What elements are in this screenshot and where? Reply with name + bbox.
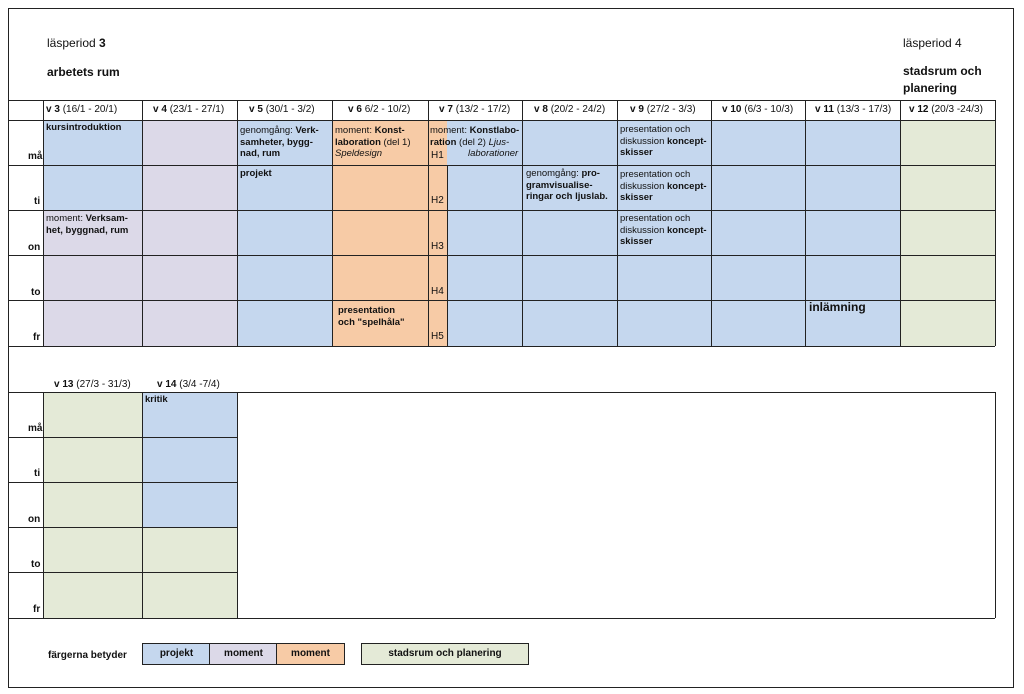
entry-kritik: kritik bbox=[145, 394, 168, 405]
grid-line bbox=[9, 165, 995, 166]
period-left-label: läsperiod 3 bbox=[47, 36, 106, 50]
cell-v3-to bbox=[44, 256, 142, 300]
entry-projekt: projekt bbox=[240, 168, 272, 179]
grid-line bbox=[805, 100, 806, 346]
week-header-v13: v 13 (27/3 - 31/3) bbox=[54, 379, 131, 390]
entry-presentation-ti: presentation och diskussion koncept- skisser bbox=[620, 169, 707, 203]
day-label: to bbox=[31, 559, 41, 570]
entry-presentation-ma: presentation och diskussion koncept- skisser bbox=[620, 124, 707, 158]
week-header-v7: v 7 (13/2 - 17/2) bbox=[439, 104, 511, 115]
entry-genomgang-programvisualiseringar: genomgång: pro- gramvisualise- ringar och ljuslab. bbox=[526, 168, 608, 202]
week-header-v3: v 3 (16/1 - 20/1) bbox=[46, 104, 118, 115]
grid-line bbox=[995, 100, 996, 346]
grid-line bbox=[9, 618, 995, 619]
grid-line bbox=[43, 392, 44, 618]
grid-line bbox=[9, 392, 995, 393]
entry-kursintroduktion: kursintroduktion bbox=[46, 122, 122, 133]
grid-line bbox=[9, 346, 995, 347]
grid-line bbox=[9, 100, 995, 101]
week-header-v11: v 11 (13/3 - 17/3) bbox=[815, 104, 892, 115]
week-header-v5: v 5 (30/1 - 3/2) bbox=[249, 104, 315, 115]
day-label: on bbox=[28, 514, 41, 525]
week-header-v9: v 9 (27/2 - 3/3) bbox=[630, 104, 696, 115]
entry-moment-verksamhet: moment: Verksam- het, byggnad, rum bbox=[46, 213, 129, 236]
cell-v3-fr bbox=[44, 301, 142, 346]
day-label: on bbox=[28, 242, 41, 253]
grid-line bbox=[9, 255, 995, 256]
h-label: H4 bbox=[431, 286, 444, 297]
day-label: to bbox=[31, 287, 41, 298]
entry-inlamning: inlämning bbox=[809, 300, 866, 314]
period-left-theme: arbetets rum bbox=[47, 65, 120, 79]
cell-v8 bbox=[523, 121, 617, 346]
cell-v3-ti bbox=[44, 166, 142, 210]
grid-line bbox=[9, 120, 995, 121]
week-header-v8: v 8 (20/2 - 24/2) bbox=[534, 104, 606, 115]
grid-line bbox=[995, 392, 996, 618]
legend-label: färgerna betyder bbox=[48, 650, 127, 661]
entry-genomgang-verksamheter: genomgång: Verk- samheter, bygg- nad, rum bbox=[240, 125, 319, 159]
week-header-v10: v 10 (6/3 - 10/3) bbox=[722, 104, 794, 115]
cell-v14-green bbox=[143, 528, 237, 618]
period-right-theme-line1: stadsrum och bbox=[903, 64, 982, 78]
grid-line bbox=[522, 100, 523, 346]
cell-v4 bbox=[143, 121, 237, 346]
grid-line bbox=[237, 392, 238, 618]
grid-line bbox=[900, 100, 901, 346]
period-right-theme-line2: planering bbox=[903, 81, 958, 95]
entry-presentation-on: presentation och diskussion koncept- skisser bbox=[620, 213, 707, 247]
h-label: H5 bbox=[431, 331, 444, 342]
legend-moment-lilac: moment bbox=[209, 643, 277, 665]
entry-moment-konstlaboration-1: moment: Konst- laboration (del 1) Speldesign bbox=[335, 125, 411, 159]
day-label: fr bbox=[33, 604, 41, 615]
entry-moment-konstlaboration-2: moment: Konstlabo- ration (del 2) Ljus- laborationer bbox=[430, 125, 520, 159]
entry-presentation-spelhala: presentation och "spelhåla" bbox=[338, 305, 405, 328]
legend-moment-orange: moment bbox=[276, 643, 345, 665]
h-label: H1 bbox=[431, 150, 444, 161]
h-label: H3 bbox=[431, 241, 444, 252]
grid-line bbox=[332, 100, 333, 346]
day-label: fr bbox=[33, 332, 41, 343]
grid-line bbox=[43, 100, 44, 346]
day-label: må bbox=[28, 423, 43, 434]
cell-v10 bbox=[712, 121, 805, 346]
legend-stadsrum: stadsrum och planering bbox=[361, 643, 529, 665]
grid-line bbox=[142, 392, 143, 618]
week-header-v14: v 14 (3/4 -7/4) bbox=[157, 379, 220, 390]
cell-v12 bbox=[901, 121, 995, 346]
grid-line bbox=[617, 100, 618, 346]
day-label: ti bbox=[34, 196, 41, 207]
grid-line bbox=[447, 165, 448, 346]
grid-line bbox=[711, 100, 712, 346]
week-header-v6: v 6 6/2 - 10/2) bbox=[348, 104, 411, 115]
grid-line bbox=[237, 100, 238, 346]
day-label: ti bbox=[34, 468, 41, 479]
day-label: må bbox=[28, 151, 43, 162]
cell-v13 bbox=[44, 393, 142, 618]
week-header-v12: v 12 (20/3 -24/3) bbox=[909, 104, 983, 115]
grid-line bbox=[142, 100, 143, 346]
period-right-label: läsperiod 4 bbox=[903, 36, 962, 50]
grid-line bbox=[9, 210, 995, 211]
h-label: H2 bbox=[431, 195, 444, 206]
legend-projekt: projekt bbox=[142, 643, 210, 665]
grid-line bbox=[428, 100, 429, 346]
week-header-v4: v 4 (23/1 - 27/1) bbox=[153, 104, 225, 115]
cell-v14-blue bbox=[143, 393, 237, 527]
